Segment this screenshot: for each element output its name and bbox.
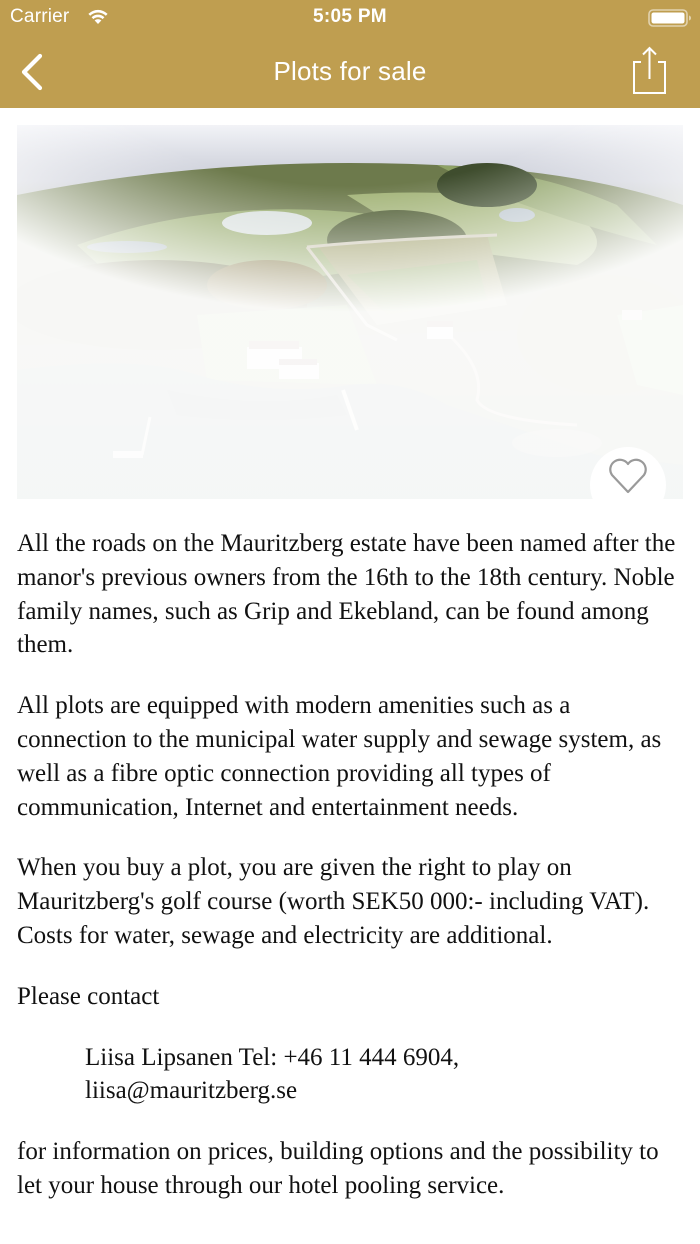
paragraph-road-names: All the roads on the Mauritzberg estate have been named after the manor's previous owners from the 16th to the 18th century. Noble family names, such as Grip and Ekebland, can be found among them. — [17, 530, 676, 659]
header — [0, 0, 700, 108]
contact-email[interactable]: liisa@mauritzberg.se — [85, 1077, 298, 1105]
paragraph-closing: for information on prices, building options and the possibility to let your house through our hotel pooling service. — [17, 1138, 659, 1199]
clock: 5:05 PM — [313, 6, 387, 27]
hero-image — [17, 125, 683, 499]
paragraph-amenities: All plots are equipped with modern amenities such as a connection to the municipal water supply and sewage system, as well as a fibre optic connection providing all types of communication, Internet and entertainment needs. — [17, 692, 662, 821]
share-icon — [628, 44, 672, 98]
page-title: Plots for sale — [273, 56, 427, 86]
contact-block — [17, 1041, 683, 1109]
aerial-landscape-image — [17, 125, 683, 499]
status-bar — [0, 0, 700, 36]
favorite-button[interactable] — [590, 447, 666, 523]
heart-outline-icon — [607, 457, 649, 495]
carrier-label: Carrier — [10, 6, 70, 27]
share-button[interactable] — [628, 44, 672, 98]
navigation-bar — [0, 36, 700, 108]
paragraph-golf-rights: When you buy a plot, you are given the right to play on Mauritzberg's golf course (worth SEK50 000:- including VAT). Costs for water, sewage and electricity are additional. — [17, 854, 650, 949]
battery-full-icon — [648, 8, 692, 28]
contact-name-phone[interactable]: Liisa Lipsanen Tel: +46 11 444 6904, — [85, 1043, 460, 1071]
article-body — [17, 527, 683, 1230]
paragraph-please-contact: Please contact — [17, 982, 160, 1010]
